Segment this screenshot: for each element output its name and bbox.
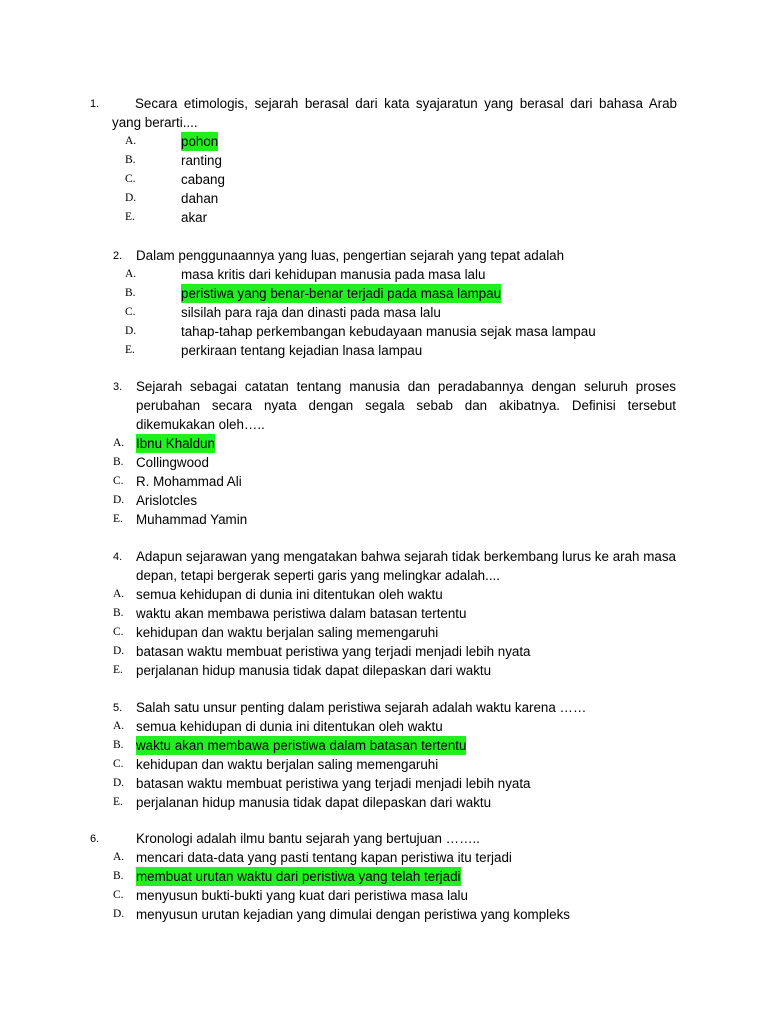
option-text-correct: pohon — [181, 134, 219, 149]
option-letter: C. — [113, 889, 124, 901]
option-text-correct: membuat urutan waktu dari peristiwa yang telah terjadi — [136, 869, 461, 884]
option-text: menyusun bukti-bukti yang kuat dari peristiwa masa lalu — [136, 888, 468, 903]
question-stem-line-2: yang berarti.... — [112, 115, 198, 130]
option-text: Muhammad Yamin — [136, 512, 248, 527]
option-letter: E. — [125, 344, 135, 356]
option-letter: E. — [113, 664, 123, 676]
option-letter: A. — [125, 135, 137, 147]
option-text: perkiraan tentang kejadian lnasa lampau — [181, 343, 423, 358]
option-letter: C. — [113, 758, 124, 770]
question-stem: Adapun sejarawan yang mengatakan bahwa sejarah tidak berkembang lurus ke arah masa depan, tetapi bergerak seperti garis yang melingkar adalah.... — [136, 549, 676, 583]
option-text: silsilah para raja dan dinasti pada masa lalu — [181, 305, 441, 320]
question-stem: Sejarah sebagai catatan tentang manusia dan peradabannya dengan seluruh proses perubahan secara nyata dengan segala sebab dan akibatnya. Definisi tersebut dikemukakan oleh….. — [136, 379, 676, 432]
option-text: R. Mohammad Ali — [136, 474, 242, 489]
option-letter: B. — [125, 154, 136, 166]
option-text: Arislotcles — [136, 493, 198, 508]
option-text: ranting — [181, 153, 222, 168]
question-number: 4. — [113, 551, 123, 563]
question-number: 6. — [90, 833, 100, 845]
option-letter: E. — [125, 211, 135, 223]
question-number: 1. — [90, 98, 100, 110]
option-text-correct: waktu akan membawa peristiwa dalam batasan tertentu — [136, 738, 467, 753]
option-text: perjalanan hidup manusia tidak dapat dilepaskan dari waktu — [136, 795, 492, 810]
option-text: waktu akan membawa peristiwa dalam batasan tertentu — [136, 606, 467, 621]
option-letter: C. — [113, 626, 124, 638]
option-text: kehidupan dan waktu berjalan saling memengaruhi — [136, 757, 439, 772]
option-letter: A. — [125, 268, 137, 280]
option-text: batasan waktu membuat peristiwa yang terjadi menjadi lebih nyata — [136, 644, 531, 659]
question-number: 2. — [113, 250, 123, 262]
option-letter: B. — [125, 287, 136, 299]
option-letter: C. — [125, 173, 136, 185]
option-text-correct: Ibnu Khaldun — [136, 436, 215, 451]
option-text: masa kritis dari kehidupan manusia pada masa lalu — [181, 267, 486, 282]
option-text: batasan waktu membuat peristiwa yang terjadi menjadi lebih nyata — [136, 776, 531, 791]
option-letter: D. — [113, 777, 125, 789]
option-text: cabang — [181, 172, 225, 187]
question-stem: Kronologi adalah ilmu bantu sejarah yang bertujuan …….. — [136, 831, 480, 846]
option-letter: D. — [113, 494, 125, 506]
option-text: tahap-tahap perkembangan kebudayaan manusia sejak masa lampau — [181, 324, 596, 339]
option-text: perjalanan hidup manusia tidak dapat dilepaskan dari waktu — [136, 663, 492, 678]
option-letter: A. — [113, 437, 125, 449]
option-text: mencari data-data yang pasti tentang kapan peristiwa itu terjadi — [136, 850, 512, 865]
question-number: 3. — [113, 381, 123, 393]
question-number: 5. — [113, 702, 123, 714]
option-letter: A. — [113, 851, 125, 863]
option-letter: B. — [113, 607, 124, 619]
option-text: akar — [181, 210, 208, 225]
option-letter: C. — [125, 306, 136, 318]
option-letter: B. — [113, 870, 124, 882]
option-text: Collingwood — [136, 455, 209, 470]
option-letter: B. — [113, 739, 124, 751]
option-letter: D. — [113, 645, 125, 657]
option-letter: E. — [113, 796, 123, 808]
option-text: kehidupan dan waktu berjalan saling memengaruhi — [136, 625, 439, 640]
question-stem: Salah satu unsur penting dalam peristiwa sejarah adalah waktu karena …… — [136, 700, 587, 715]
question-stem-line-1: Secara etimologis, sejarah berasal dari kata syajaratun yang berasal dari bahasa Arab — [135, 96, 677, 111]
option-letter: C. — [113, 475, 124, 487]
option-text: dahan — [181, 191, 219, 206]
option-letter: A. — [113, 720, 125, 732]
option-letter: E. — [113, 513, 123, 525]
option-letter: D. — [125, 192, 137, 204]
option-text: semua kehidupan di dunia ini ditentukan oleh waktu — [136, 719, 443, 734]
option-text: menyusun urutan kejadian yang dimulai dengan peristiwa yang kompleks — [136, 907, 570, 922]
option-letter: D. — [125, 325, 137, 337]
option-letter: D. — [113, 908, 125, 920]
option-letter: B. — [113, 456, 124, 468]
option-text: semua kehidupan di dunia ini ditentukan oleh waktu — [136, 587, 443, 602]
question-stem: Dalam penggunaannya yang luas, pengertian sejarah yang tepat adalah — [136, 248, 565, 263]
option-letter: A. — [113, 588, 125, 600]
option-text-correct: peristiwa yang benar-benar terjadi pada masa lampau — [181, 286, 502, 301]
